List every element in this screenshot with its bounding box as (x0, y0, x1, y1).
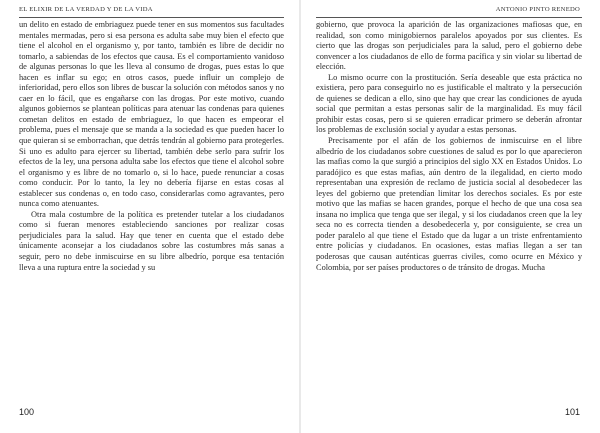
page-number: 101 (564, 407, 580, 417)
header-rule (19, 17, 284, 18)
running-head-author: ANTONIO PINTO RENEDO (495, 6, 580, 13)
paragraph: gobierno, que provoca la aparición de las organizaciones mafiosas que, en realidad, son como minigobiernos paralelos apoyados por sus clientes. Es cierto que las drogas son perjudiciales para la salud, pero el gobierno debe convencer a los ciudadanos de ello de forma pacífica y sin violar su libertad de elección. (316, 20, 582, 72)
right-page-body (316, 20, 582, 273)
running-head-book-title: EL ELIXIR DE LA VERDAD Y DE LA VIDA (19, 6, 153, 13)
page-number: 100 (19, 407, 35, 417)
header-rule (316, 17, 582, 18)
paragraph: Lo mismo ocurre con la prostitución. Sería deseable que esta práctica no existiera, pero para conseguirlo no es justificable el maltrato y la persecución de quienes se dedican a ello, sino que hay que crear las condiciones de ayuda social que permitan a estas personas salir de la marginalidad. Es muy fácil prohibir estas cosas, pero si se quieren erradicar primero se deberán afrontar los problemas de exclusión social y ayudar a estas personas. (316, 72, 582, 135)
paragraph: Precisamente por el afán de los gobiernos de inmiscuirse en el libre albedrío de los ciudadanos sobre cuestiones de salud es por lo que aparecieron las mafias como la que surgió a principios del siglo XX en Estados Unidos. Lo paradójico es que estas mafias, aún dentro de la ilegalidad, en cierto modo representaban una expresión de reclamo de justicia social al desobedecer las leyes del gobierno que pretendían limitar los derechos sociales. Es por este motivo que las mafias se hacen grandes, porque el hecho de que una cosa sea insana no implica que tenga que ser ilegal, y si los ciudadanos creen que la ley seca no es correcta tienden a desobedecerla y, por consiguiente, se crea un poder paralelo al que tiene el Estado que da lugar a un triste enfrentamiento entre policías y ciudadanos. En ocasiones, estas mafias llegan a ser tan poderosas que causan auténticas guerras civiles, como ocurre en México y Colombia, por ser países productores o de tránsito de drogas. Mucha (316, 136, 582, 272)
paragraph: Otra mala costumbre de la política es pretender tutelar a los ciudadanos como si fueran menores estableciendo sanciones por realizar cosas perjudiciales para la salud. Hay que tener en cuenta que el estado debe únicamente aconsejar a los ciudadanos sobre las costumbres más sanas a seguir, pero no debe inmiscuirse en su libre albedrío, porque esa tentación lleva a una ruptura entre la sociedad y su (19, 209, 284, 272)
left-page-body (19, 20, 284, 273)
paragraph: un delito en estado de embriaguez puede tener en sus momentos sus facultades mentales mermadas, pero si esa persona es adulta sabe muy bien el efecto que tiene el alcohol en el organismo y, por tanto, también es libre de decidir no tomarlo, a sabiendas de los efectos que causa. Es el comportamiento vanidoso de algunas personas lo que les lleva al consumo de drogas, pues estas lo que hacen es inflar su ego; en otros casos, puede influir un complejo de inferioridad, pero ellos son libres de buscar la solución con métodos sanos y no caer en lo fácil, que es engañarse con las drogas. Por este motivo, cuando algunos gobiernos se plantean políticas para atenuar las condenas para quienes cometan delitos en estado de embriaguez, lo que hacen es empeorar el problema, pues el mensaje que se manda a la sociedad es que pueden hacer lo que quieran si se emborrachan, que detrás tendrán al gobierno para protegerles. Si uno es adulto para ejercer su libertad, también debe serlo para sufrir los efectos de la ley, una persona adulta sabe los efectos que tiene el alcohol sobre el organismo y es libre de no tomarlo o, si lo hace, puede renunciar a cosas como conducir. Por lo tanto, la ley no debería fijarse en estas cosas al establecer sus condenas o, en todo caso, considerarlas como agravantes, pero nunca como atenuantes. (19, 20, 284, 209)
right-page (300, 0, 600, 433)
